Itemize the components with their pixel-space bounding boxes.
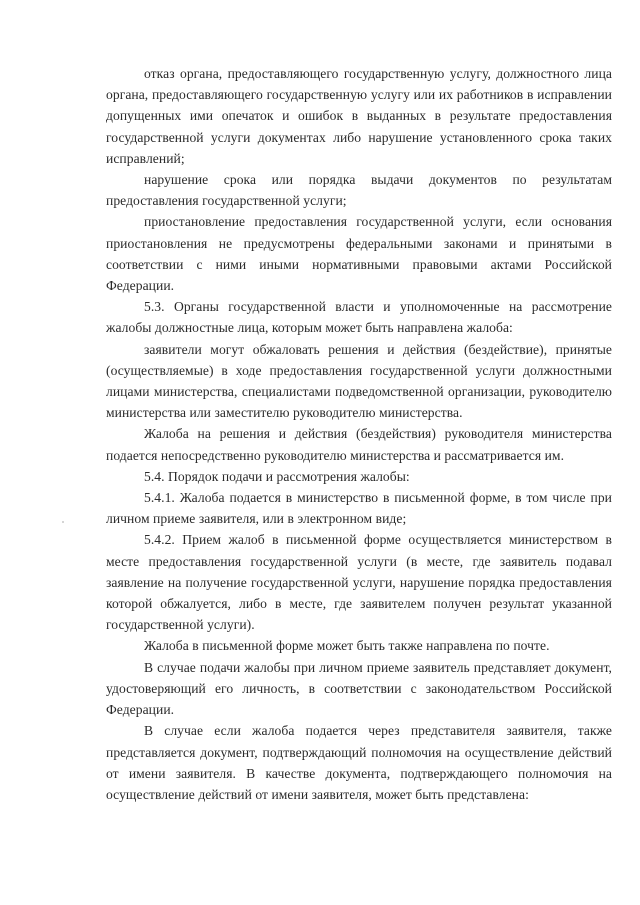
paragraph-refusal: отказ органа, предоставляющего государственную услугу, должностного лица органа, предоставляющего государственную услугу или их работников в исправлении допущенных ими опечаток и ошибок в выданных в результате предоставления государственной услуги документах либо нарушение установленного срока таких исправлений; (106, 66, 612, 166)
document-body (106, 63, 612, 805)
paragraph-head-complaint: Жалоба на решения и действия (бездействия) руководителя министерства подается непосредственно руководителю министерства и рассматривается им. (106, 426, 612, 463)
paragraph-5-4-2: 5.4.2. Прием жалоб в письменной форме осуществляется министерством в месте предоставления государственной услуги (в месте, где заявитель подавал заявление на получение государственной услуги, нарушение порядка предоставления которой обжалуется, либо в месте, где заявителем получен результат указанной государственной услуги). (106, 532, 612, 633)
paragraph-representative: В случае если жалоба подается через представителя заявителя, также представляется документ, подтверждающий полномочия на осуществление действий от имени заявителя. В качестве документа, подтверждающего полномочия на осуществление действий от имени заявителя, может быть представлена: (106, 723, 612, 802)
scan-speck (62, 521, 64, 523)
paragraph-suspension: приостановление предоставления государственной услуги, если основания приостановления не предусмотрены федеральными законами и принятыми в соответствии с ними иными нормативными правовыми актами Российской Федерации. (106, 214, 612, 294)
paragraph-5-3: 5.3. Органы государственной власти и уполномоченные на рассмотрение жалобы должностные лица, которым может быть направлена жалоба: (106, 299, 612, 336)
paragraph-personal-reception: В случае подачи жалобы при личном приеме заявитель представляет документ, удостоверяющий его личность, в соответствии с законодательством Российской Федерации. (106, 659, 612, 718)
paragraph-mail: Жалоба в письменной форме может быть также направлена по почте. (144, 638, 550, 654)
paragraph-deadline-violation: нарушение срока или порядка выдачи документов по результатам предоставления государственной услуги; (106, 172, 612, 209)
paragraph-5-4: 5.4. Порядок подачи и рассмотрения жалобы: (144, 468, 410, 484)
paragraph-applicants-appeal: заявители могут обжаловать решения и действия (бездействие), принятые (осуществляемые) в ходе предоставления государственной услуги должностными лицами министерства, специалистами подведомственной организации, руководителю министерства или заместителю руководителю министерства. (106, 341, 612, 421)
paragraph-5-4-1: 5.4.1. Жалоба подается в министерство в письменной форме, в том числе при личном приеме заявителя, или в электронном виде; (106, 490, 612, 527)
